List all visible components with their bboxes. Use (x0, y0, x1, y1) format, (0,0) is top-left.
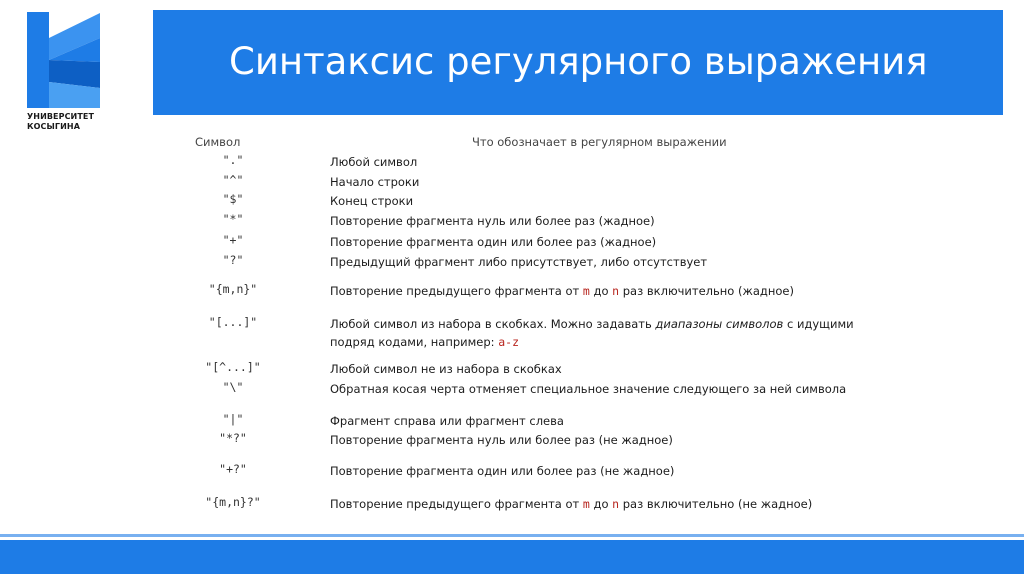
row-symbol: "|" (222, 412, 244, 426)
desc-text: раз включительно (не жадное) (619, 497, 813, 511)
row-symbol: "+?" (219, 462, 247, 476)
desc-text: раз включительно (жадное) (619, 284, 794, 298)
desc-text: Повторение предыдущего фрагмента от (330, 284, 583, 298)
row-description: Повторение фрагмента нуль или более раз (не жадное) (330, 433, 673, 447)
range-example: a-z (498, 335, 519, 349)
header-meaning: Что обозначает в регулярном выражении (472, 135, 727, 149)
row-description: Начало строки (330, 175, 420, 189)
row-description (330, 315, 890, 351)
desc-text: Любой символ из набора в скобках. Можно задавать (330, 317, 656, 331)
row-description: Повторение фрагмента один или более раз (не жадное) (330, 464, 675, 478)
header-symbol: Символ (195, 135, 241, 149)
desc-text: с идущими подряд кодами, например: (330, 317, 854, 349)
row-description: Любой символ не из набора в скобках (330, 362, 562, 376)
row-symbol: "*?" (219, 431, 247, 445)
row-symbol: "{m,n}?" (205, 495, 261, 509)
slide-title: Синтаксис регулярного выражения (229, 40, 928, 83)
row-symbol: "[...]" (208, 315, 258, 329)
desc-text: до (589, 497, 613, 511)
footer-bar (0, 540, 1024, 574)
row-symbol: "+" (222, 233, 244, 247)
logo-line-2: КОСЫГИНА (27, 122, 80, 131)
desc-emphasis: диапазоны символов (655, 317, 784, 331)
row-symbol: "$" (222, 192, 244, 206)
row-description: Повторение фрагмента один или более раз (жадное) (330, 235, 657, 249)
row-symbol: "{m,n}" (208, 282, 258, 296)
logo-k-shape-icon (22, 10, 112, 110)
param-n: n (612, 284, 620, 298)
syntax-table (153, 122, 1003, 532)
row-description: Предыдущий фрагмент либо присутствует, либо отсутствует (330, 255, 708, 269)
desc-text: Повторение предыдущего фрагмента от (330, 497, 583, 511)
row-symbol: "[^...]" (205, 360, 261, 374)
row-symbol: "?" (222, 253, 244, 267)
title-banner (153, 10, 1003, 115)
row-description: Любой символ (330, 155, 418, 169)
logo-line-1: УНИВЕРСИТЕТ (27, 112, 95, 121)
row-description (330, 282, 890, 300)
row-symbol: "\" (222, 380, 244, 394)
row-symbol: "^" (222, 173, 244, 187)
row-description (330, 495, 890, 513)
row-symbol: "*" (222, 212, 244, 226)
param-n: n (612, 497, 620, 511)
row-description: Конец строки (330, 194, 414, 208)
row-description: Обратная косая черта отменяет специальное значение следующего за ней символа (330, 382, 847, 396)
row-description: Фрагмент справа или фрагмент слева (330, 414, 564, 428)
row-symbol: "." (222, 153, 244, 167)
logo-caption (27, 112, 137, 132)
row-description: Повторение фрагмента нуль или более раз (жадное) (330, 214, 655, 228)
param-m: m (582, 284, 590, 298)
footer-divider (0, 534, 1024, 537)
desc-text: до (589, 284, 613, 298)
param-m: m (582, 497, 590, 511)
